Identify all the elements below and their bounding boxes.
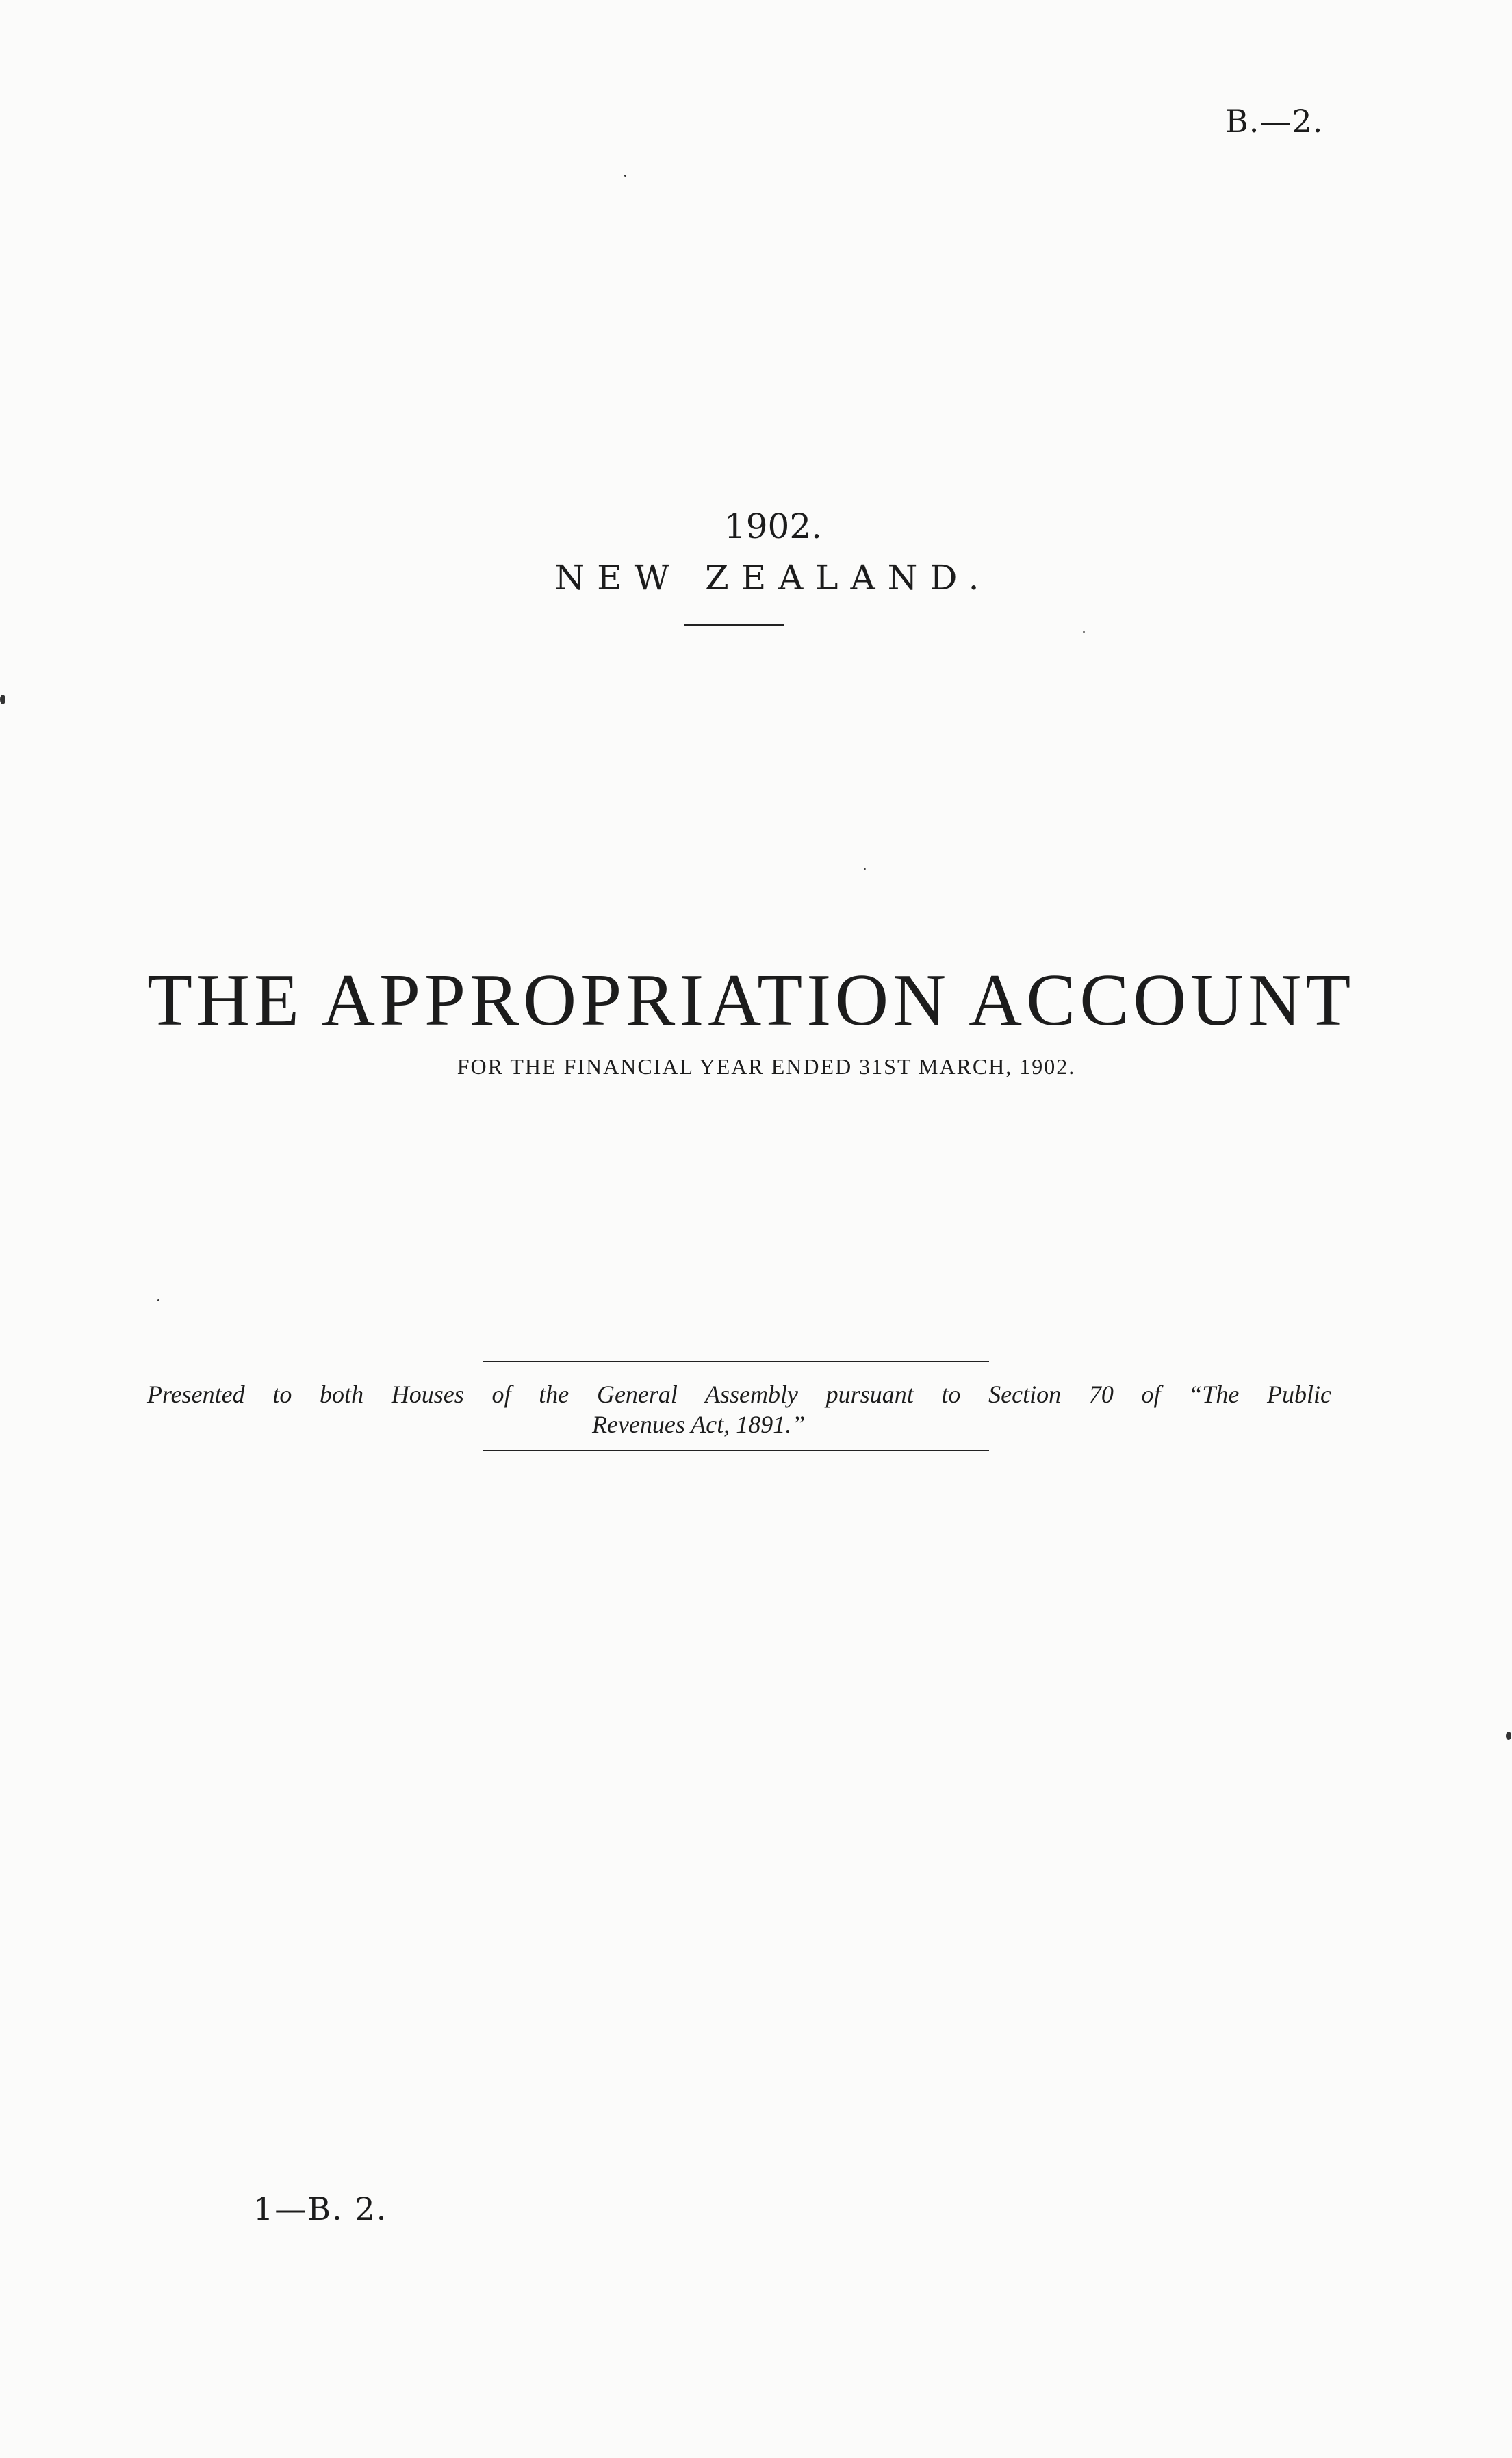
publication-year: 1902. [723, 507, 823, 546]
scan-speck [1083, 631, 1085, 633]
scan-speck [157, 1299, 159, 1301]
edge-mark [1506, 1732, 1511, 1740]
upper-divider [483, 1361, 989, 1362]
country-heading: NEW ZEALAND. [554, 558, 992, 598]
document-reference: B.—2. [1225, 103, 1324, 140]
edge-mark [0, 695, 5, 704]
document-title: THE APPROPRIATION ACCOUNT [147, 960, 1355, 1041]
page-reference: 1—B. 2. [253, 2190, 388, 2227]
presentation-note-line-1: Presented to both Houses of the General Assembly pursuant to Section 70 of “The Public [147, 1381, 1331, 1408]
scan-speck [864, 868, 866, 870]
short-divider [684, 624, 784, 626]
presentation-note [147, 1379, 1331, 1439]
presentation-note-line-2: Revenues Act, 1891.” [592, 1411, 806, 1438]
lower-divider [483, 1450, 989, 1451]
scan-speck [624, 175, 626, 177]
document-subtitle: FOR THE FINANCIAL YEAR ENDED 31ST MARCH, 1902. [457, 1054, 1076, 1079]
